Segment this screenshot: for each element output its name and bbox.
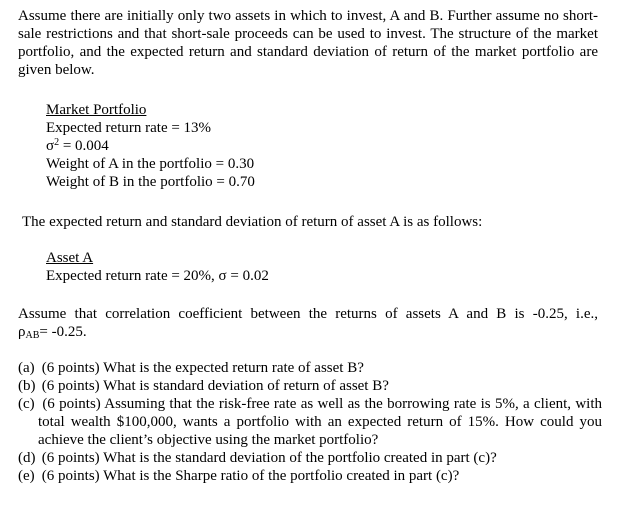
question-c [18, 395, 602, 449]
question-label: (a) [18, 360, 35, 376]
question-label: (b) [18, 378, 36, 394]
rho-value: = -0.25. [39, 324, 87, 340]
rho-subscript: AB [25, 330, 40, 341]
question-text: (6 points) What is the standard deviation of the portfolio created in part (c)? [41, 450, 497, 466]
variance-value: = 0.004 [59, 138, 109, 154]
market-portfolio-section [46, 101, 446, 191]
asset-a-line: Expected return rate = 20%, σ = 0.02 [46, 268, 269, 284]
market-expected-return: Expected return rate = 13% [46, 120, 212, 136]
rho-line [18, 323, 598, 341]
question-b [18, 377, 602, 395]
question-label: (c) [18, 396, 35, 412]
market-weight-a: Weight of A in the portfolio = 0.30 [46, 156, 255, 172]
market-weight-b: Weight of B in the portfolio = 0.70 [46, 174, 255, 190]
question-list [18, 359, 602, 485]
question-text: (6 points) What is the expected return rate of asset B? [41, 360, 364, 376]
asset-a-intro: The expected return and standard deviation of return of asset A is as follows: [22, 214, 483, 230]
correlation-paragraph [18, 305, 598, 341]
correlation-line: Assume that correlation coefficient between the returns of assets A and B is -0.25, i.e., [18, 306, 598, 322]
question-text: (6 points) What is the Sharpe ratio of the portfolio created in part (c)? [41, 468, 460, 484]
question-label: (e) [18, 468, 35, 484]
market-variance [46, 137, 446, 155]
sigma-symbol: σ [46, 138, 55, 154]
question-text: (6 points) What is standard deviation of return of asset B? [41, 378, 389, 394]
question-a [18, 359, 602, 377]
variance-exponent: 2 [54, 137, 60, 148]
asset-a-heading: Asset A [46, 250, 94, 266]
intro-paragraph: Assume there are initially only two assets in which to invest, A and B. Further assume no short-sale restrictions and that short-sale proceeds can be used to invest. The structure of the market portfolio, and the expected return and standard deviation of return of the market portfolio are given below. [18, 8, 598, 78]
question-d [18, 449, 602, 467]
asset-a-section [46, 249, 446, 285]
rho-symbol: ρ [18, 324, 26, 340]
question-label: (d) [18, 450, 36, 466]
market-portfolio-heading: Market Portfolio [46, 102, 147, 118]
question-text: (6 points) Assuming that the risk-free rate as well as the borrowing rate is 5%, a client, with total wealth $100,000, wants a portfolio with an expected return of 15%. How could you achieve the client’s objective using the market portfolio? [38, 396, 603, 448]
question-e [18, 467, 602, 485]
